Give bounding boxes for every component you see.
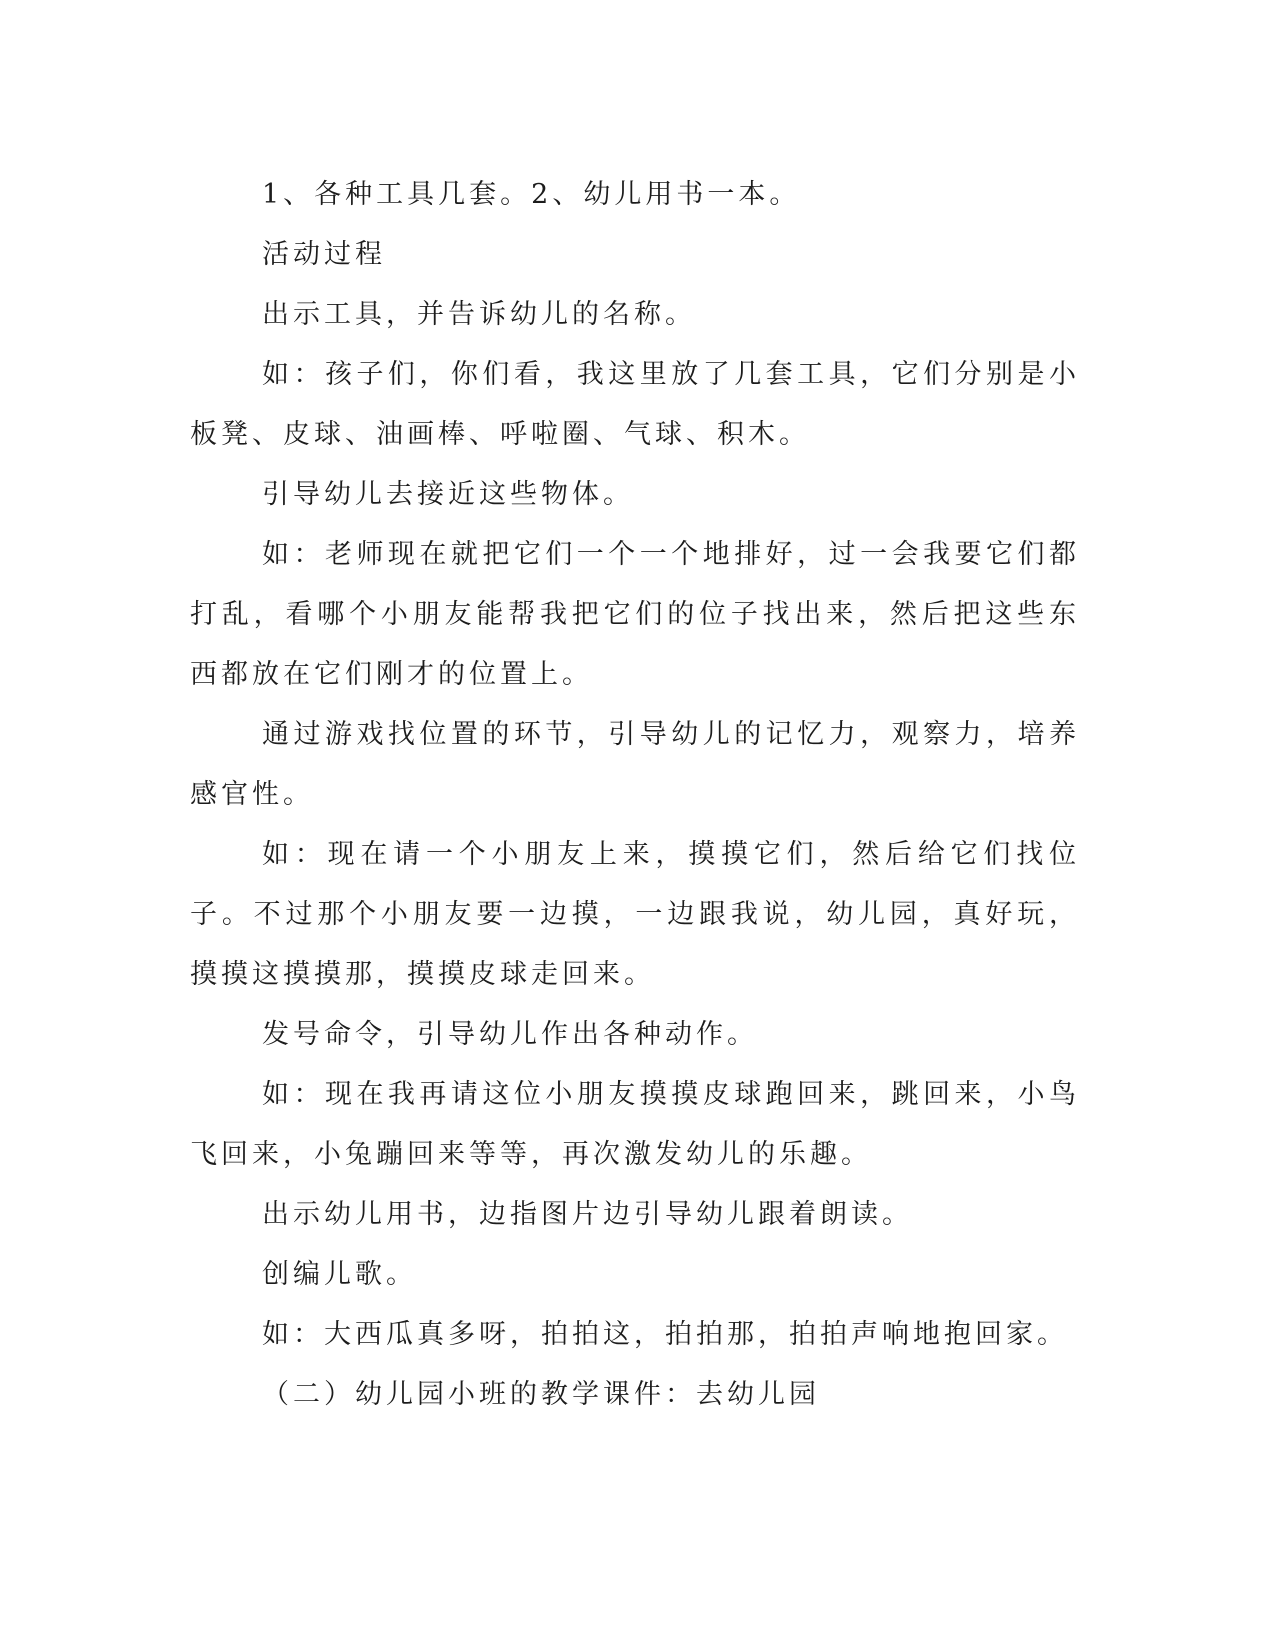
step-commands: 发号命令，引导幼儿作出各种动作。	[262, 1019, 758, 1050]
example-commands-speech: 如：现在我再请这位小朋友摸摸皮球跑回来，跳回来，小鸟飞回来，小兔蹦回来等等，再次激发幼儿的乐趣。	[190, 1079, 1080, 1170]
step-create-rhyme: 创编儿歌。	[262, 1259, 417, 1290]
section-heading-activity-process: 活动过程	[262, 239, 386, 270]
section-heading-next-lesson: （二）幼儿园小班的教学课件：去幼儿园	[262, 1379, 820, 1410]
example-arrange-speech: 如：老师现在就把它们一个一个地排好，过一会我要它们都打乱，看哪个小朋友能帮我把它们的位子找出来，然后把这些东西都放在它们刚才的位置上。	[190, 539, 1080, 690]
step-approach-objects: 引导幼儿去接近这些物体。	[262, 479, 634, 510]
step-show-book: 出示幼儿用书，边指图片边引导幼儿跟着朗读。	[262, 1199, 913, 1230]
step-show-tools: 出示工具，并告诉幼儿的名称。	[262, 299, 696, 330]
example-touch-speech: 如：现在请一个小朋友上来，摸摸它们，然后给它们找位子。不过那个小朋友要一边摸，一边跟我说，幼儿园，真好玩，摸摸这摸摸那，摸摸皮球走回来。	[190, 839, 1080, 990]
step-position-game: 通过游戏找位置的环节，引导幼儿的记忆力，观察力，培养感官性。	[190, 719, 1080, 810]
example-tools-speech: 如：孩子们，你们看，我这里放了几套工具，它们分别是小板凳、皮球、油画棒、呼啦圈、气球、积木。	[190, 359, 1080, 450]
document-body	[190, 165, 1080, 1425]
example-rhyme: 如：大西瓜真多呀，拍拍这，拍拍那，拍拍声响地抱回家。	[262, 1319, 1068, 1350]
materials-list: 1、各种工具几套。2、幼儿用书一本。	[262, 179, 801, 210]
